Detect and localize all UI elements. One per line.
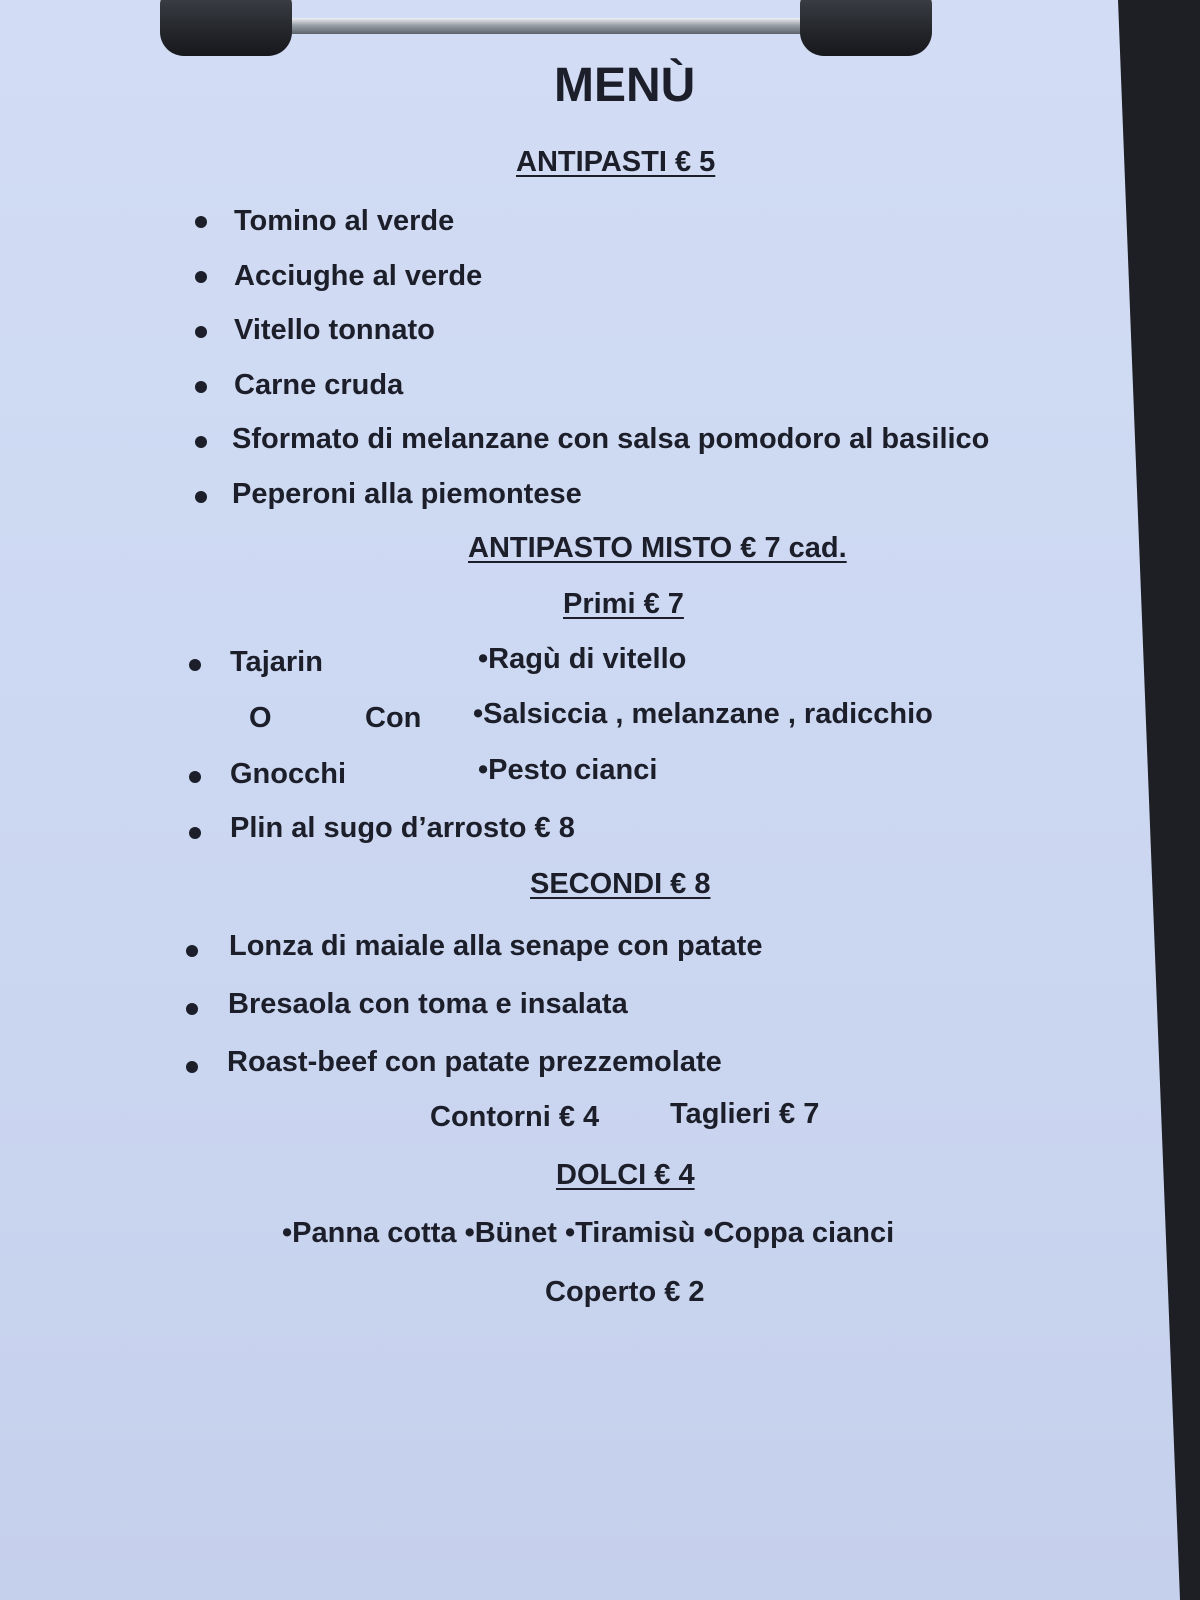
bullet — [189, 827, 201, 839]
antipasti-item: Carne cruda — [234, 369, 404, 401]
antipasti-item: Sformato di melanzane con salsa pomodoro al basilico — [232, 423, 990, 455]
antipasti-item: Tomino al verde — [234, 205, 455, 237]
primi-sauce-item: •Salsiccia , melanzane , radicchio — [473, 698, 933, 730]
secondi-item: Bresaola con toma e insalata — [228, 988, 628, 1020]
primi-pasta-item: Tajarin — [230, 646, 323, 678]
bullet — [195, 326, 207, 338]
clip-grip-left — [160, 0, 292, 56]
bullet — [189, 659, 201, 671]
antipasti-heading: ANTIPASTI € 5 — [516, 146, 716, 178]
menu-title: MENÙ — [554, 59, 696, 112]
primi-plin-item: Plin al sugo d’arrosto € 8 — [230, 812, 575, 844]
bullet — [195, 271, 207, 283]
bullet — [195, 381, 207, 393]
bullet — [186, 1061, 198, 1073]
primi-connector-con: Con — [365, 702, 422, 734]
bullet — [195, 436, 207, 448]
bullet — [186, 945, 198, 957]
antipasti-item: Acciughe al verde — [234, 260, 483, 292]
antipasti-item: Peperoni alla piemontese — [232, 478, 582, 510]
contorni-price: Contorni € 4 — [430, 1101, 600, 1133]
coperto-price: Coperto € 2 — [545, 1276, 705, 1308]
secondi-item: Lonza di maiale alla senape con patate — [229, 930, 763, 962]
antipasto-misto-heading: ANTIPASTO MISTO € 7 cad. — [468, 532, 847, 564]
bullet — [195, 491, 207, 503]
primi-heading: Primi € 7 — [563, 588, 684, 620]
primi-sauce-item: •Pesto cianci — [478, 754, 658, 786]
dolci-items: •Panna cotta •Bünet •Tiramisù •Coppa cianci — [282, 1217, 895, 1249]
secondi-heading: SECONDI € 8 — [530, 868, 711, 900]
clip-bar — [280, 18, 820, 34]
bullet — [186, 1003, 198, 1015]
bullet — [195, 216, 207, 228]
antipasti-item: Vitello tonnato — [234, 314, 435, 346]
secondi-item: Roast-beef con patate prezzemolate — [227, 1046, 722, 1078]
primi-sauce-item: •Ragù di vitello — [478, 643, 687, 675]
primi-connector-o: O — [249, 702, 272, 734]
dolci-heading: DOLCI € 4 — [556, 1159, 695, 1191]
primi-pasta-item: Gnocchi — [230, 758, 347, 790]
clip-grip-right — [800, 0, 932, 56]
bullet — [189, 771, 201, 783]
taglieri-price: Taglieri € 7 — [670, 1098, 820, 1130]
